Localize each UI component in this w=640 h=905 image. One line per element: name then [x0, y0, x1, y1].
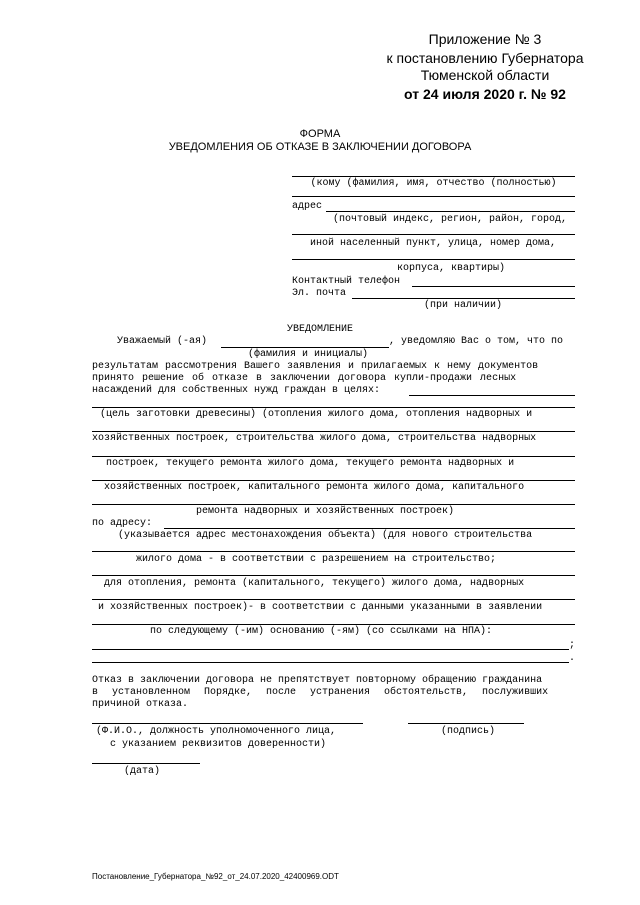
- appendix-date: от 24 июля 2020 г. № 92: [404, 86, 566, 102]
- location-hint-3: для отопления, ремонта (капитального, текущего) жилого дома, надворных: [104, 578, 525, 589]
- address-hint-3: корпуса, квартиры): [397, 263, 506, 274]
- purpose-hint-2: хозяйственных построек, строительства жилого дома, строительства надворных: [92, 433, 537, 444]
- purpose-field[interactable]: [409, 395, 575, 396]
- basis-semicolon: ;: [569, 640, 576, 651]
- address-line-3: [292, 259, 575, 260]
- official-hint-1: (Ф.И.О., должность уполномоченного лица,: [96, 726, 337, 737]
- appendix-region: Тюменской области: [420, 67, 550, 83]
- location-hint-2: жилого дома - в соответствии с разрешением на строительство;: [136, 554, 497, 565]
- location-line-4: [92, 599, 575, 600]
- purpose-line-1: [92, 407, 575, 408]
- signature-line[interactable]: [408, 723, 524, 724]
- location-line-2: [92, 551, 575, 552]
- address-label: адрес: [292, 201, 323, 212]
- date-line[interactable]: [92, 763, 200, 764]
- email-field[interactable]: [352, 298, 575, 299]
- date-hint: (дата): [124, 766, 161, 777]
- final-line-1: Отказ в заключении договора не препятствует повторному обращению гражданина: [92, 675, 543, 686]
- addressee-name-field[interactable]: [221, 347, 389, 348]
- paragraph-line-1: результатам рассмотрения Вашего заявления и прилагаемых к нему документов: [92, 361, 539, 372]
- form-title: ФОРМА: [299, 128, 341, 140]
- recipient-line-2: [292, 196, 575, 197]
- signature-hint: (подпись): [441, 726, 496, 737]
- purpose-line-3: [92, 456, 575, 457]
- official-hint-2: с указанием реквизитов доверенности): [110, 739, 327, 750]
- purpose-line-5: [92, 504, 575, 505]
- location-hint-1: (указывается адрес местонахождения объекта) (для нового строительства: [118, 530, 533, 541]
- location-hint-4: и хозяйственных построек)- в соответствии с данными указанными в заявлении: [98, 602, 543, 613]
- location-line-3: [92, 575, 575, 576]
- greeting-text: Уважаемый (-ая): [117, 336, 208, 347]
- phone-label: Контактный телефон: [292, 276, 401, 287]
- final-line-2: в установленном Порядке, после устранения обстоятельств, послуживших: [92, 687, 549, 698]
- object-address-label: по адресу:: [92, 518, 153, 529]
- recipient-name-hint: (кому (фамилия, имя, отчество (полностью): [310, 178, 557, 189]
- paragraph-line-3: насаждений для собственных нужд граждан в целях:: [92, 385, 381, 396]
- if-any-hint: (при наличии): [424, 300, 503, 311]
- address-hint-1: (почтовый индекс, регион, район, город,: [332, 214, 568, 225]
- purpose-hint-5: ремонта надворных и хозяйственных построек): [196, 506, 455, 517]
- location-line-5: [92, 624, 575, 625]
- purpose-line-2: [92, 431, 575, 432]
- paragraph-line-2: принято решение об отказе в заключении договора купли-продажи лесных: [92, 373, 517, 384]
- address-line: [326, 211, 575, 212]
- address-line-2: [292, 234, 575, 235]
- basis-hint: по следующему (-им) основанию (-ям) (со ссылками на НПА):: [150, 626, 493, 637]
- purpose-hint-4: хозяйственных построек, капитального ремонта жилого дома, капитального: [104, 482, 525, 493]
- object-address-field[interactable]: [164, 528, 575, 529]
- official-line[interactable]: [92, 723, 363, 724]
- footer-filename: Постановление_Губернатора_№92_от_24.07.2020_42400969.ODT: [92, 872, 339, 881]
- recipient-name-line: [292, 176, 575, 177]
- email-label: Эл. почта: [292, 288, 347, 299]
- appendix-number: Приложение № 3: [428, 31, 542, 47]
- notice-heading: УВЕДОМЛЕНИЕ: [286, 324, 353, 335]
- phone-field[interactable]: [412, 286, 575, 287]
- greeting-tail: , уведомляю Вас о том, что по: [389, 336, 564, 347]
- purpose-hint-3: построек, текущего ремонта жилого дома, текущего ремонта надворных и: [106, 458, 515, 469]
- appendix-reference: к постановлению Губернатора: [386, 50, 584, 66]
- basis-period: .: [569, 653, 576, 664]
- basis-field-1[interactable]: [92, 649, 569, 650]
- final-line-3: причиной отказа.: [92, 699, 189, 710]
- purpose-line-4: [92, 480, 575, 481]
- address-hint-2: иной населенный пункт, улица, номер дома,: [309, 238, 557, 249]
- basis-field-2[interactable]: [92, 662, 569, 663]
- purpose-hint-1: (цель заготовки древесины) (отопления жилого дома, отопления надворных и: [100, 409, 533, 420]
- form-subtitle: УВЕДОМЛЕНИЯ ОБ ОТКАЗЕ В ЗАКЛЮЧЕНИИ ДОГОВОРА: [168, 141, 472, 153]
- name-hint: (фамилия и инициалы): [248, 349, 369, 360]
